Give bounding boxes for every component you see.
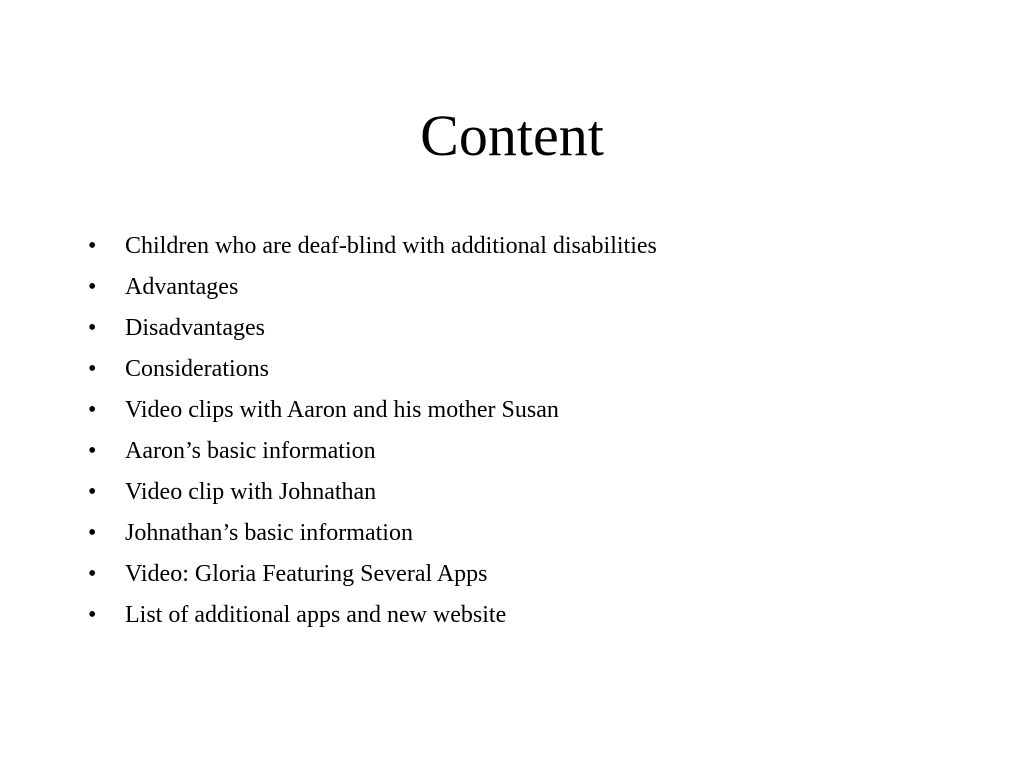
bullet-icon: • xyxy=(88,602,97,628)
list-item-text: Johnathan’s basic information xyxy=(125,520,413,546)
list-item-text: Disadvantages xyxy=(125,315,265,341)
list-item-text: Video clips with Aaron and his mother Susan xyxy=(125,397,559,423)
bullet-icon: • xyxy=(88,438,97,464)
list-item xyxy=(88,472,657,513)
list-item xyxy=(88,226,657,267)
list-item xyxy=(88,431,657,472)
list-item xyxy=(88,308,657,349)
list-item xyxy=(88,595,657,636)
list-item xyxy=(88,349,657,390)
bullet-icon: • xyxy=(88,274,97,300)
list-item-text: Video clip with Johnathan xyxy=(125,479,377,505)
list-item-text: Video: Gloria Featuring Several Apps xyxy=(125,561,488,587)
list-item xyxy=(88,554,657,595)
bullet-icon: • xyxy=(88,561,97,587)
list-item-text: Aaron’s basic information xyxy=(125,438,376,464)
bullet-icon: • xyxy=(88,520,97,546)
list-item xyxy=(88,513,657,554)
bullet-icon: • xyxy=(88,233,97,259)
list-item xyxy=(88,267,657,308)
list-item xyxy=(88,390,657,431)
slide-title: Content xyxy=(420,103,604,168)
bullet-icon: • xyxy=(88,356,97,382)
bullet-icon: • xyxy=(88,479,97,505)
list-item-text: List of additional apps and new website xyxy=(125,602,507,628)
list-item-text: Children who are deaf-blind with additional disabilities xyxy=(125,233,657,259)
list-item-text: Considerations xyxy=(125,356,269,382)
bullet-icon: • xyxy=(88,315,97,341)
list-item-text: Advantages xyxy=(125,274,239,300)
bullet-icon: • xyxy=(88,397,97,423)
bullet-list xyxy=(88,226,657,636)
